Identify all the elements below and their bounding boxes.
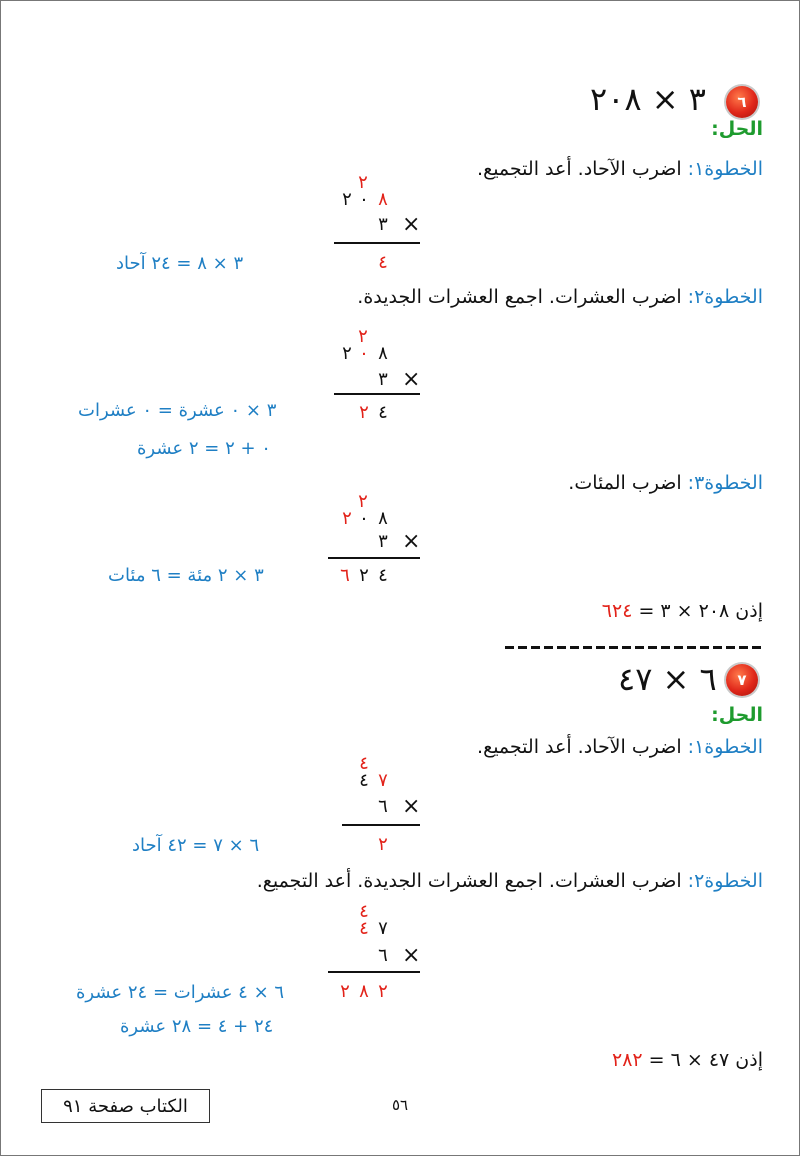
carry-digit: ٢ [358,491,368,512]
multiplier-digit: ٦ [378,945,388,966]
solution-label: الحل: [711,118,763,140]
carry-digit: ٢ [358,326,368,347]
result-digit: ٤ [378,402,388,423]
carry-digit: ٢ [358,172,368,193]
result-digit: ٢ [359,565,369,586]
step-1-instruction: الخطوة١: اضرب الآحاد. أعد التجميع. [477,158,763,180]
multiplier-digit: ٣ [378,369,388,390]
multiplication-line [334,393,420,395]
multiplication-line [334,242,420,244]
result-digit: ٢ [359,402,369,423]
step-2-note-1: ٦ × ٤ عشرات = ٢٤ عشرة [76,982,285,1003]
digit-ones: ٨ [378,189,388,210]
multiplication-line [328,971,420,973]
times-sign: × [402,794,421,819]
multiplier-digit: ٦ [378,796,388,817]
digit-hundreds: ٢ [342,343,352,364]
result-digit: ٤ [378,252,388,273]
step-1-note: ٣ × ٨ = ٢٤ آحاد [116,253,244,274]
digit-tens: ٠ [359,508,369,529]
step-2-instruction: الخطوة٢: اضرب العشرات. اجمع العشرات الجديدة. [357,286,763,308]
section-divider [505,646,762,649]
conclusion: إذن ٢٠٨ × ٣ = ٦٢٤ [601,600,763,622]
result-digit: ٤ [378,565,388,586]
digit-hundreds: ٢ [342,508,352,529]
solution-label: الحل: [711,704,763,726]
problem-number-badge: ٦ [726,86,758,118]
times-sign: × [402,943,421,968]
multiplier-digit: ٣ [378,531,388,552]
page-number: ٥٦ [392,1096,409,1114]
step-1-note: ٦ × ٧ = ٤٢ آحاد [132,835,260,856]
step-3-note: ٣ × ٢ مئة = ٦ مئات [108,565,264,586]
digit-hundreds: ٢ [342,189,352,210]
multiplication-line [328,557,420,559]
multiplier-digit: ٣ [378,214,388,235]
book-page-reference: الكتاب صفحة ٩١ [41,1089,210,1123]
result-digit: ٨ [359,981,369,1002]
problem-expression: ٣ × ٢٠٨ [590,80,706,118]
digit-ones: ٧ [378,918,388,939]
problem-number-badge: ٧ [726,664,758,696]
times-sign: × [402,529,421,554]
digit-ones: ٧ [378,770,388,791]
step-3-instruction: الخطوة٣: اضرب المئات. [568,472,763,494]
carry-digit: ٤ [359,753,369,774]
step-2-instruction: الخطوة٢: اضرب العشرات. اجمع العشرات الجديدة. أعد التجميع. [256,870,763,892]
digit-ones: ٨ [378,508,388,529]
step-1-instruction: الخطوة١: اضرب الآحاد. أعد التجميع. [477,736,763,758]
digit-tens: ٠ [359,189,369,210]
conclusion: إذن ٤٧ × ٦ = ٢٨٢ [612,1049,763,1071]
carry-digit: ٤ [359,901,369,922]
digit-tens: ٤ [359,770,369,791]
result-digit: ٦ [340,565,350,586]
digit-tens: ٤ [359,918,369,939]
step-2-note-2: ٠ + ٢ = ٢ عشرة [137,438,271,459]
times-sign: × [402,212,421,237]
digit-ones: ٨ [378,343,388,364]
multiplication-line [342,824,420,826]
step-2-note-1: ٣ × ٠ عشرة = ٠ عشرات [78,400,277,421]
times-sign: × [402,367,421,392]
result-digit: ٢ [378,834,388,855]
result-digit: ٢ [378,981,388,1002]
problem-expression: ٦ × ٤٧ [618,660,717,698]
result-digit: ٢ [340,981,350,1002]
digit-tens: ٠ [359,343,369,364]
step-2-note-2: ٢٤ + ٤ = ٢٨ عشرة [120,1016,274,1037]
